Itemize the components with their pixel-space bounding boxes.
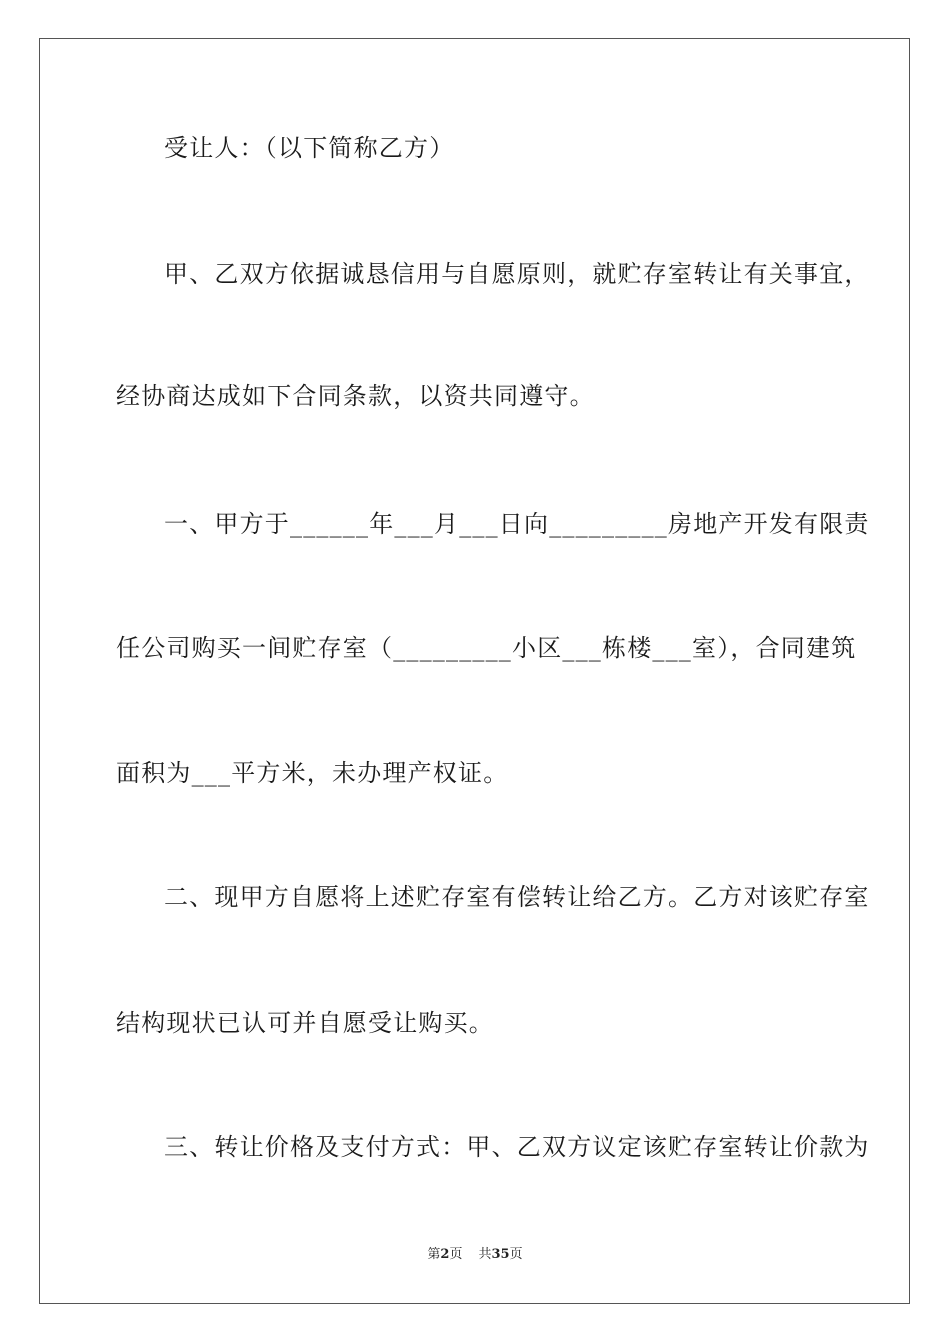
page-frame [39, 38, 910, 1304]
page-prefix: 第 [427, 1247, 441, 1262]
total-suffix: 页 [509, 1247, 523, 1262]
paragraph-line-preamble-1: 甲、乙双方依据诚恳信用与自愿原则，就贮存室转让有关事宜， [164, 260, 870, 288]
page-footer [0, 1246, 950, 1264]
paragraph-line-clause1-2: 任公司购买一间贮存室（_________小区___栋楼___室），合同建筑 [116, 634, 857, 662]
page-number: 2 [440, 1247, 450, 1262]
paragraph-line-clause3-1: 三、转让价格及支付方式：甲、乙双方议定该贮存室转让价款为 [164, 1133, 870, 1161]
total-pages: 35 [491, 1247, 510, 1262]
paragraph-line-clause1-1: 一、甲方于______年___月___日向_________房地产开发有限责 [164, 510, 870, 538]
paragraph-line-clause1-3: 面积为___平方米，未办理产权证。 [116, 759, 509, 787]
paragraph-line-assignee: 受让人：（以下简称乙方） [164, 134, 455, 162]
paragraph-line-preamble-2: 经协商达成如下合同条款，以资共同遵守。 [116, 382, 595, 410]
page-suffix: 页 [449, 1247, 463, 1262]
paragraph-line-clause2-2: 结构现状已认可并自愿受让购买。 [116, 1009, 494, 1037]
total-prefix: 共 [478, 1247, 492, 1262]
paragraph-line-clause2-1: 二、现甲方自愿将上述贮存室有偿转让给乙方。乙方对该贮存室 [164, 883, 870, 911]
